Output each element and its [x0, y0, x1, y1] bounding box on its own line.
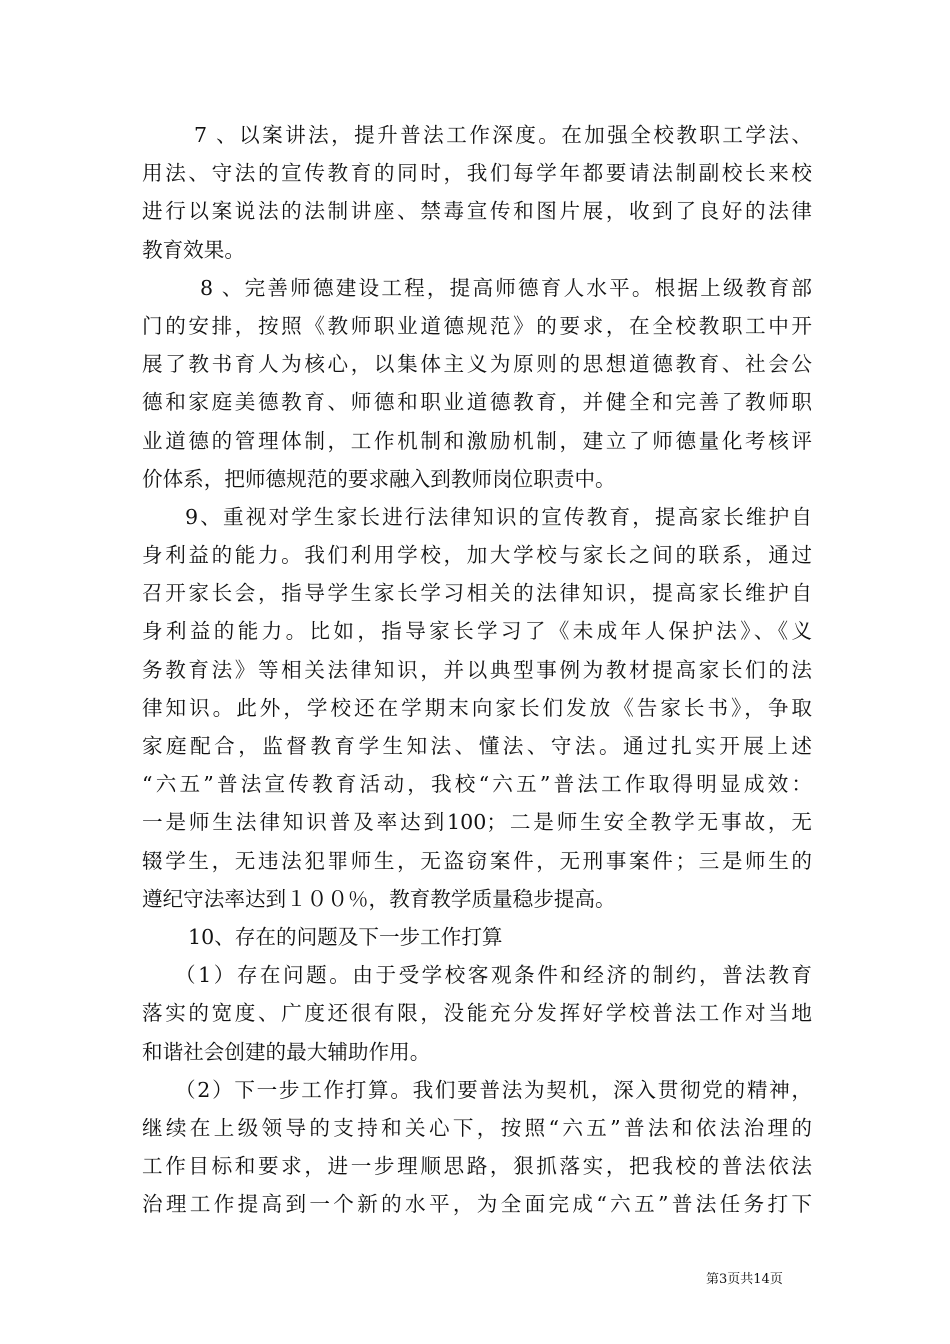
paragraph-line: 7 、以案讲法，提升普法工作深度。在加强全校教职工学法、 — [194, 123, 812, 147]
paragraph-line: 展了教书育人为核心，以集体主义为原则的思想道德教育、社会公 — [142, 352, 812, 377]
paragraph-line: 落实的宽度、广度还很有限，没能充分发挥好学校普法工作对当地 — [142, 1001, 812, 1026]
paragraph-line: （2）下一步工作打算。我们要普法为契机，深入贯彻党的精神， — [175, 1077, 812, 1102]
paragraph-line: 务教育法》等相关法律知识，并以典型事例为教材提高家长们的法 — [142, 657, 812, 682]
paragraph-line: 身利益的能力。比如，指导家长学习了《未成年人保护法》、《义 — [142, 619, 812, 644]
paragraph-line: 8 、完善师德建设工程，提高师德育人水平。根据上级教育部 — [200, 275, 812, 300]
paragraph-line: “六五”普法宣传教育活动，我校“六五”普法工作取得明显成效： — [142, 772, 812, 797]
document-body — [142, 116, 812, 1223]
paragraph-line: 遵纪守法率达到１００％，教育教学质量稳步提高。 — [142, 886, 616, 911]
paragraph-line: 价体系，把师德规范的要求融入到教师岗位职责中。 — [142, 466, 616, 491]
section-heading: 10、存在的问题及下一步工作打算 — [188, 924, 503, 949]
paragraph-line: 教育效果。 — [142, 237, 245, 262]
paragraph-line: （1）存在问题。由于受学校客观条件和经济的制约，普法教育 — [175, 963, 812, 988]
page-number-footer: 第3页共14页 — [706, 1272, 783, 1287]
paragraph-line: 治理工作提高到一个新的水平，为全面完成“六五”普法任务打下 — [142, 1192, 812, 1217]
paragraph-line: 律知识。此外，学校还在学期末向家长们发放《告家长书》，争取 — [142, 695, 812, 720]
paragraph-line: 9、重视对学生家长进行法律知识的宣传教育，提高家长维护自 — [185, 504, 812, 529]
paragraph-line: 一是师生法律知识普及率达到100；二是师生安全教学无事故，无 — [142, 810, 812, 835]
paragraph-line: 进行以案说法的法制讲座、禁毒宣传和图片展，收到了良好的法律 — [142, 199, 812, 224]
paragraph-line: 身利益的能力。我们利用学校，加大学校与家长之间的联系，通过 — [142, 543, 812, 568]
paragraph-line: 德和家庭美德教育、师德和职业道德教育，并健全和完善了教师职 — [142, 390, 812, 415]
paragraph-line: 和谐社会创建的最大辅助作用。 — [142, 1039, 431, 1064]
paragraph-line: 门的安排，按照《教师职业道德规范》的要求，在全校教职工中开 — [142, 313, 812, 338]
paragraph-line: 用法、守法的宣传教育的同时，我们每学年都要请法制副校长来校 — [142, 161, 812, 186]
paragraph-line: 辍学生，无违法犯罪师生，无盗窃案件，无刑事案件；三是师生的 — [142, 848, 812, 873]
paragraph-line: 继续在上级领导的支持和关心下，按照“六五”普法和依法治理的 — [142, 1115, 812, 1140]
paragraph-line: 召开家长会，指导学生家长学习相关的法律知识，提高家长维护自 — [142, 581, 812, 606]
paragraph-line: 业道德的管理体制，工作机制和激励机制，建立了师德量化考核评 — [142, 428, 812, 453]
paragraph-line: 工作目标和要求，进一步理顺思路，狠抓落实，把我校的普法依法 — [142, 1154, 812, 1179]
paragraph-line: 家庭配合，监督教育学生知法、懂法、守法。通过扎实开展上述 — [142, 734, 812, 758]
